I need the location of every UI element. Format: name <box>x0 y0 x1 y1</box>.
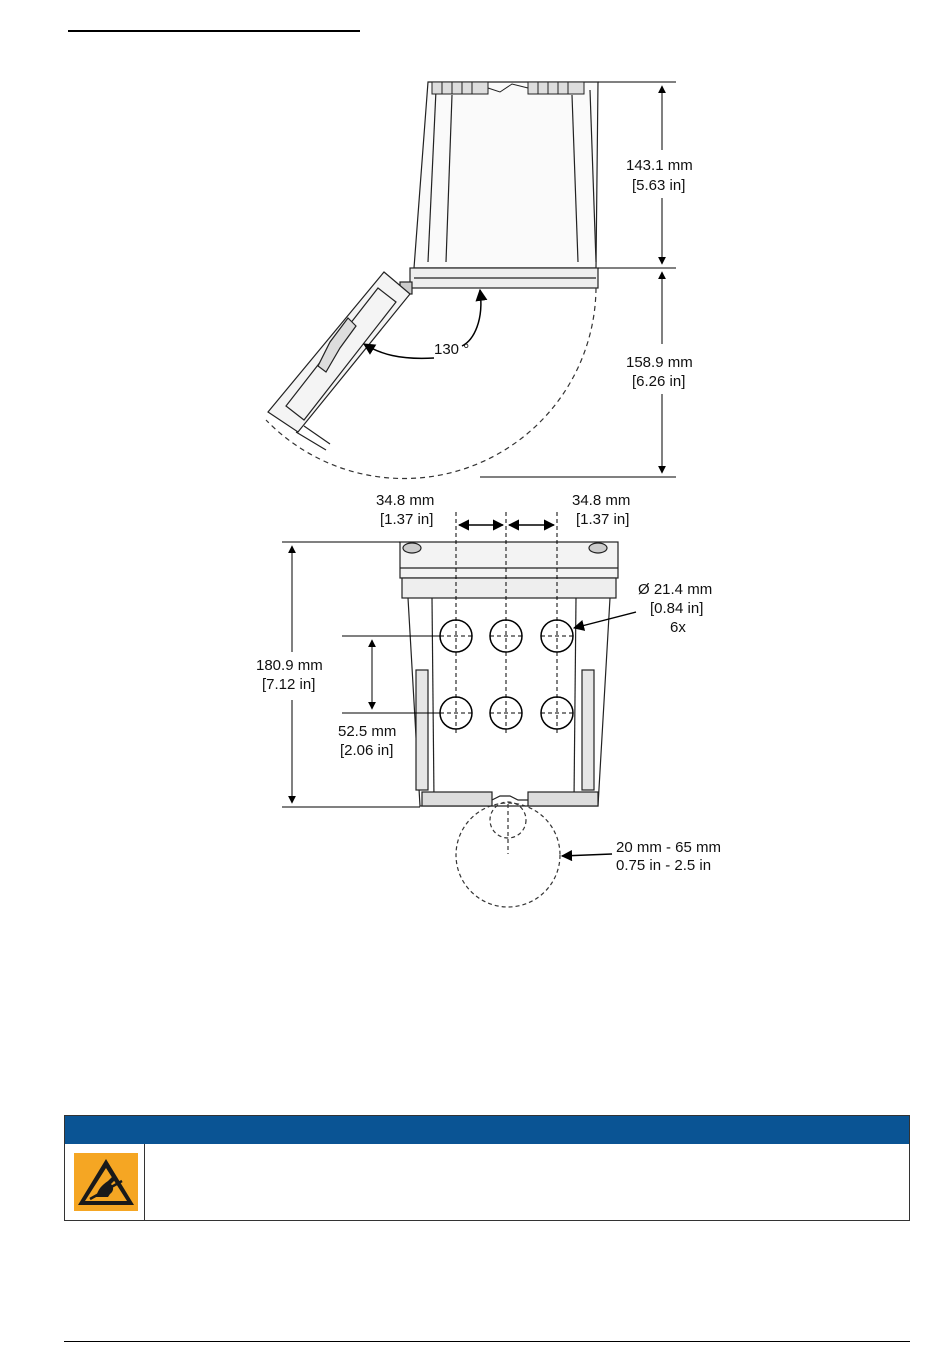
spacing-left-mm: 34.8 mm <box>376 492 435 509</box>
hole-diameter-mm: Ø 21.4 mm <box>638 581 713 598</box>
door-depth-in: [6.26 in] <box>632 373 686 390</box>
front-height-mm: 180.9 mm <box>256 657 323 674</box>
height-top-mm: 143.1 mm <box>626 157 693 174</box>
row-spacing-in: [2.06 in] <box>340 742 394 759</box>
pipe-range-in: 0.75 in - 2.5 in <box>616 857 712 874</box>
spacing-left-in: [1.37 in] <box>380 511 434 528</box>
pipe-range <box>456 802 560 907</box>
pipe-range-mm: 20 mm - 65 mm <box>616 839 722 856</box>
spacing-right-in: [1.37 in] <box>576 511 630 528</box>
notice-title-bar <box>65 1116 909 1144</box>
top-view-enclosure <box>268 82 598 450</box>
angle-label: 130 ° <box>434 341 470 358</box>
angle-arrow <box>462 290 481 346</box>
front-height-in: [7.12 in] <box>262 676 316 693</box>
notice-icon-cell <box>65 1144 145 1220</box>
front-view-enclosure <box>400 542 618 806</box>
footer-rule <box>64 1341 910 1342</box>
esd-warning-icon <box>74 1153 138 1211</box>
hole-count: 6x <box>670 619 686 636</box>
row-spacing-mm: 52.5 mm <box>338 723 397 740</box>
hole-diameter-in: [0.84 in] <box>650 600 704 617</box>
height-top-in: [5.63 in] <box>632 177 686 194</box>
esd-notice-box <box>64 1115 910 1221</box>
door-depth-mm: 158.9 mm <box>626 354 693 371</box>
spacing-right-mm: 34.8 mm <box>572 492 631 509</box>
